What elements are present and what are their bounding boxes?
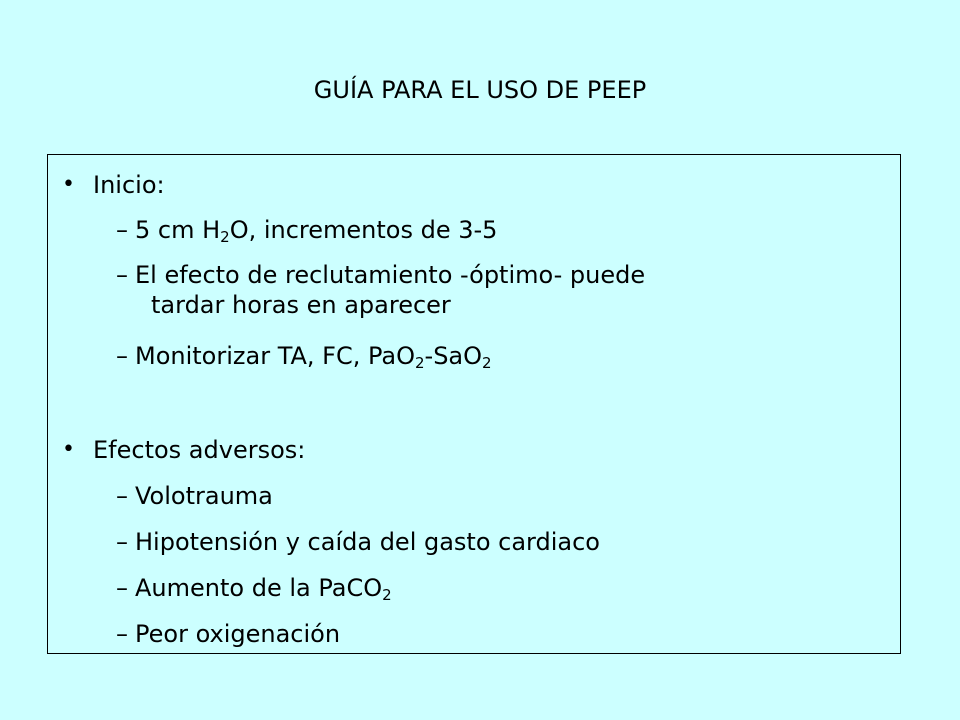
bullet-icon: • bbox=[62, 437, 75, 462]
dash-icon: – bbox=[116, 216, 128, 244]
slide-title: GUÍA PARA EL USO DE PEEP bbox=[313, 76, 647, 104]
dash-icon: – bbox=[116, 482, 128, 510]
dash-icon: – bbox=[116, 261, 128, 289]
bullet-icon: • bbox=[62, 172, 75, 197]
dash-icon: – bbox=[116, 528, 128, 556]
content-box: • Inicio: – 5 cm $H_2O$, incrementos de 3-5 – El efecto de reclutamiento -óptimo- puede tardar horas en aparecer – Monitorizar TA, FC, PaO$_2$-SaO$_2$ • Efectos adversos: – Volotrauma – Hipotensión y caída del gasto cardiaco – Aumento de la PaCO$_2$ – Peor oxigenación bbox=[47, 154, 901, 654]
dash-icon: – bbox=[116, 620, 128, 648]
dash-icon: – bbox=[116, 342, 128, 370]
dash-icon: – bbox=[116, 574, 128, 602]
